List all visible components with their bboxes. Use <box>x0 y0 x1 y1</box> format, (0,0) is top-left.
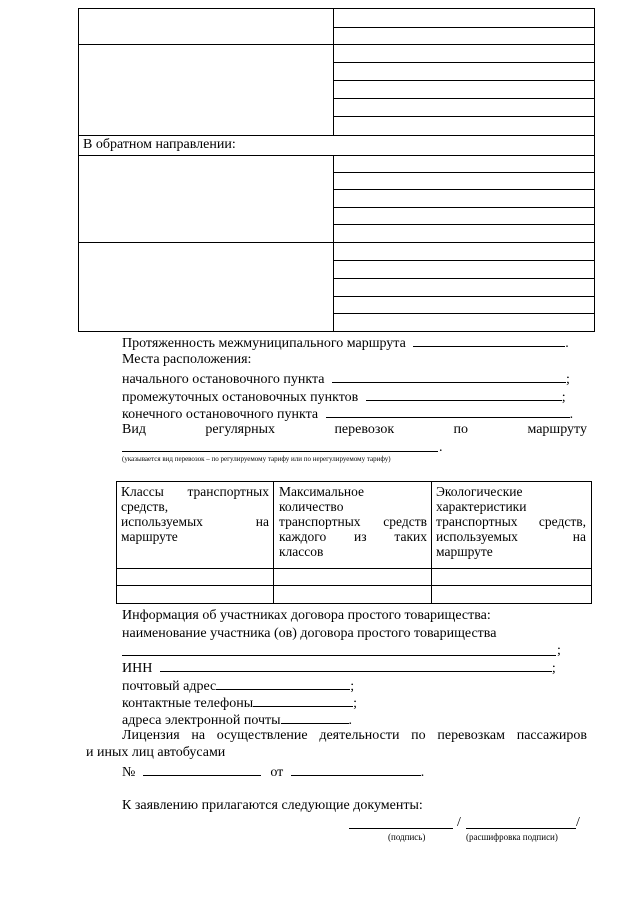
phones-row <box>122 694 357 712</box>
start-stop-field[interactable] <box>332 370 566 383</box>
table-subrow-line <box>334 172 595 173</box>
intermediate-stops-label: промежуточных остановочных пунктов <box>122 390 359 405</box>
word: Вид <box>122 422 146 437</box>
partner-name-field[interactable] <box>122 655 556 656</box>
license-number-row <box>122 763 424 781</box>
table-subrow-line <box>334 296 595 297</box>
locations-label: Места расположения: <box>122 352 252 367</box>
header-line: используемых на <box>436 529 586 544</box>
word: по <box>453 422 469 437</box>
phones-label: контактные телефоны <box>122 696 254 711</box>
table-subrow-line <box>334 313 595 314</box>
partner-name-label: наименование участника (ов) договора простого товарищества <box>122 626 497 641</box>
header-max-count <box>279 484 427 559</box>
table-border <box>78 331 595 332</box>
header-line: транспортных средств, <box>436 514 586 529</box>
table-row-line <box>78 242 595 243</box>
partners-title: Информация об участниках договора простого товарищества: <box>122 608 491 623</box>
table-row-line <box>78 135 595 136</box>
end-stop-row <box>122 405 573 423</box>
table-row-line <box>116 585 592 586</box>
route-length-label <box>122 334 569 352</box>
table-border <box>591 481 592 604</box>
license-date-field[interactable] <box>291 763 421 776</box>
license-number-label: № <box>122 765 136 780</box>
table-subrow-line <box>334 62 595 63</box>
email-field[interactable] <box>281 711 349 724</box>
table-row-line <box>78 44 595 45</box>
word: регулярных <box>205 422 276 437</box>
signature-label: (подпись) <box>388 832 426 842</box>
header-line: средств, <box>121 499 169 514</box>
word: маршруту <box>527 422 587 437</box>
word: перевозок <box>334 422 395 437</box>
punct: ; <box>561 390 566 405</box>
start-stop-row <box>122 370 570 388</box>
table-subrow-line <box>334 80 595 81</box>
punct: . <box>569 407 574 422</box>
header-line: маршруте <box>121 529 178 544</box>
table-border <box>116 481 117 604</box>
return-direction-label: В обратном направлении: <box>83 137 236 152</box>
header-line: Экологические <box>436 484 523 499</box>
license-number-field[interactable] <box>143 763 261 776</box>
postal-field[interactable] <box>216 677 350 690</box>
table-border <box>116 603 592 604</box>
table-subrow-line <box>334 224 595 225</box>
table-subrow-line <box>334 98 595 99</box>
header-line: Классы транспортных <box>121 484 269 499</box>
table-border <box>78 8 79 332</box>
header-ecological <box>436 484 586 559</box>
transport-type-hint: (указывается вид перевозок – по регулируемому тарифу или по нерегулируемому тарифу) <box>122 455 391 463</box>
intermediate-stops-field[interactable] <box>366 388 562 401</box>
transport-type-field[interactable] <box>122 451 438 452</box>
license-line-1: Лицензия на осуществление деятельности по перевозкам пассажиров <box>122 728 587 743</box>
table-subrow-line <box>334 189 595 190</box>
email-label: адреса электронной почты <box>122 713 281 728</box>
table-subrow-line <box>334 207 595 208</box>
start-stop-label: начального остановочного пункта <box>122 372 325 387</box>
punct: . <box>565 336 569 351</box>
table-subrow-line <box>334 260 595 261</box>
punct: ; <box>353 696 357 711</box>
intermediate-stops-row <box>122 388 566 406</box>
attachments-label: К заявлению прилагаются следующие документы: <box>122 798 423 813</box>
table-subrow-line <box>334 27 595 28</box>
inn-row <box>122 659 556 677</box>
punct: ; <box>557 643 561 658</box>
header-vehicle-classes <box>121 484 269 544</box>
end-stop-field[interactable] <box>326 405 570 418</box>
signature-decode-field[interactable] <box>466 828 576 829</box>
signature-decode-label: (расшифровка подписи) <box>466 832 558 842</box>
header-line: транспортных средств <box>279 514 427 529</box>
inn-field[interactable] <box>160 659 552 672</box>
table-row-line <box>78 155 595 156</box>
phones-field[interactable] <box>253 694 353 707</box>
route-length-field[interactable] <box>413 334 565 347</box>
signature-field[interactable] <box>349 828 453 829</box>
punct: / <box>457 815 461 830</box>
header-line: количество <box>279 499 344 514</box>
license-line-2: и иных лиц автобусами <box>86 745 226 760</box>
table-divider <box>431 481 432 604</box>
table-subrow-line <box>334 116 595 117</box>
table-border <box>116 481 592 482</box>
punct: ; <box>350 679 355 694</box>
table-subrow-line <box>334 278 595 279</box>
inn-label: ИНН <box>122 661 153 676</box>
header-line: используемых на <box>121 514 269 529</box>
punct: / <box>576 815 580 830</box>
table-row-line <box>116 568 592 569</box>
route-length-text: Протяженность межмуниципального маршрута <box>122 336 406 351</box>
header-line: классов <box>279 544 324 559</box>
punct: . <box>420 765 425 780</box>
header-line: характеристики <box>436 499 527 514</box>
table-divider <box>273 481 274 604</box>
punct: . <box>439 440 443 455</box>
table-border <box>78 8 595 9</box>
license-from-label: от <box>270 765 284 780</box>
punct: ; <box>566 372 570 387</box>
header-line: Максимальное <box>279 484 365 499</box>
punct: ; <box>551 661 556 676</box>
table-divider <box>333 155 334 332</box>
header-line: каждого из таких <box>279 529 427 544</box>
end-stop-label: конечного остановочного пункта <box>122 407 319 422</box>
transport-type-row <box>122 422 587 438</box>
postal-label: почтовый адрес <box>122 679 217 694</box>
header-line: маршруте <box>436 544 493 559</box>
email-row <box>122 711 352 729</box>
postal-row <box>122 677 354 695</box>
table-border <box>594 8 595 332</box>
punct: . <box>348 713 353 728</box>
